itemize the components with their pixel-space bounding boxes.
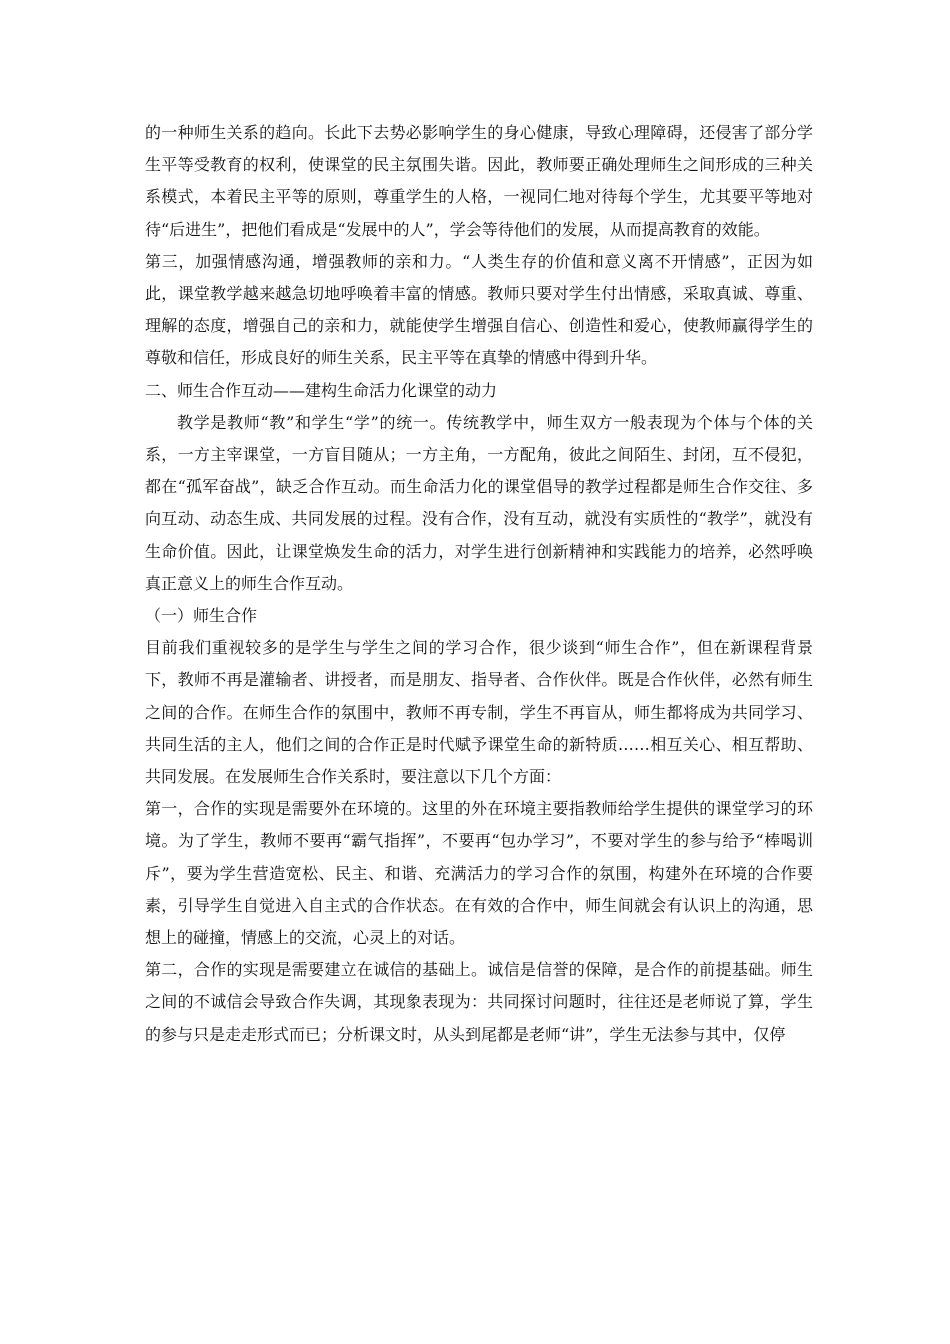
section-heading-two: 二、师生合作互动——建构生命活力化课堂的动力 (145, 380, 498, 400)
subsection-heading-one: （一）师生合作 (145, 606, 258, 626)
paragraph-teacher-student-cooperation: 目前我们重视较多的是学生与学生之间的学习合作，很少谈到“师生合作”，但在新课程背景下，教师不再是灌输者、讲授者，而是朋友、指导者、合作伙伴。既是合作伙伴，必然有师生之间的合作。在师生合作的氛围中，教师不再专制，学生不再盲从，师生都将成为共同学习、共同生活的主人，他们之间的合作正是时代赋予课堂生命的新特质……相互关心、相互帮助、共同发展。在发展师生合作关系时，要注意以下几个方面： (145, 638, 813, 787)
paragraph-teaching-unity: 教学是教师“教”和学生“学”的统一。传统教学中，师生双方一般表现为个体与个体的关系，一方主宰课堂，一方盲目随从；一方主角，一方配角，彼此之间陌生、封闭，互不侵犯，都在“孤军奋战”，缺乏合作互动。而生命活力化的课堂倡导的教学过程都是师生合作交往、多向互动、动态生成、共同发展的过程。没有合作，没有互动，就没有实质性的“教学”，就没有生命价值。因此，让课堂焕发生命的活力，对学生进行创新精神和实践能力的培养，必然呼唤真正意义上的师生合作互动。 (145, 412, 813, 593)
document-body (145, 117, 813, 1051)
paragraph-point-one: 第一，合作的实现是需要外在环境的。这里的外在环境主要指教师给学生提供的课堂学习的环境。为了学生，教师不要再“霸气指挥”，不要再“包办学习”，不要对学生的参与给予“棒喝训斥”，要为学生营造宽松、民主、和谐、充满活力的学习合作的氛围，构建外在环境的合作要素，引导学生自觉进入自主式的合作状态。在有效的合作中，师生间就会有认识上的沟通，思想上的碰撞，情感上的交流，心灵上的对话。 (145, 799, 813, 948)
paragraph-point-two: 第二，合作的实现是需要建立在诚信的基础上。诚信是信誉的保障，是合作的前提基础。师生之间的不诚信会导致合作失调，其现象表现为：共同探讨问题时，往往还是老师说了算，学生的参与只是走走形式而已；分析课文时，从头到尾都是老师“讲”，学生无法参与其中，仅停 (145, 960, 813, 1044)
paragraph-point-three: 第三，加强情感沟通，增强教师的亲和力。“人类生存的价值和意义离不开情感”，正因为如此，课堂教学越来越急切地呼唤着丰富的情感。教师只要对学生付出情感，采取真诚、尊重、理解的态度，增强自己的亲和力，就能使学生增强自信心、创造性和爱心，使教师赢得学生的尊敬和信任，形成良好的师生关系，民主平等在真挚的情感中得到升华。 (145, 251, 813, 368)
paragraph-continuation: 的一种师生关系的趋向。长此下去势必影响学生的身心健康，导致心理障碍，还侵害了部分学生平等受教育的权利，使课堂的民主氛围失谐。因此，教师要正确处理师生之间形成的三种关系模式，本着民主平等的原则，尊重学生的人格，一视同仁地对待每个学生，尤其要平等地对待“后进生”，把他们看成是“发展中的人”，学会等待他们的发展，从而提高教育的效能。 (145, 123, 813, 239)
